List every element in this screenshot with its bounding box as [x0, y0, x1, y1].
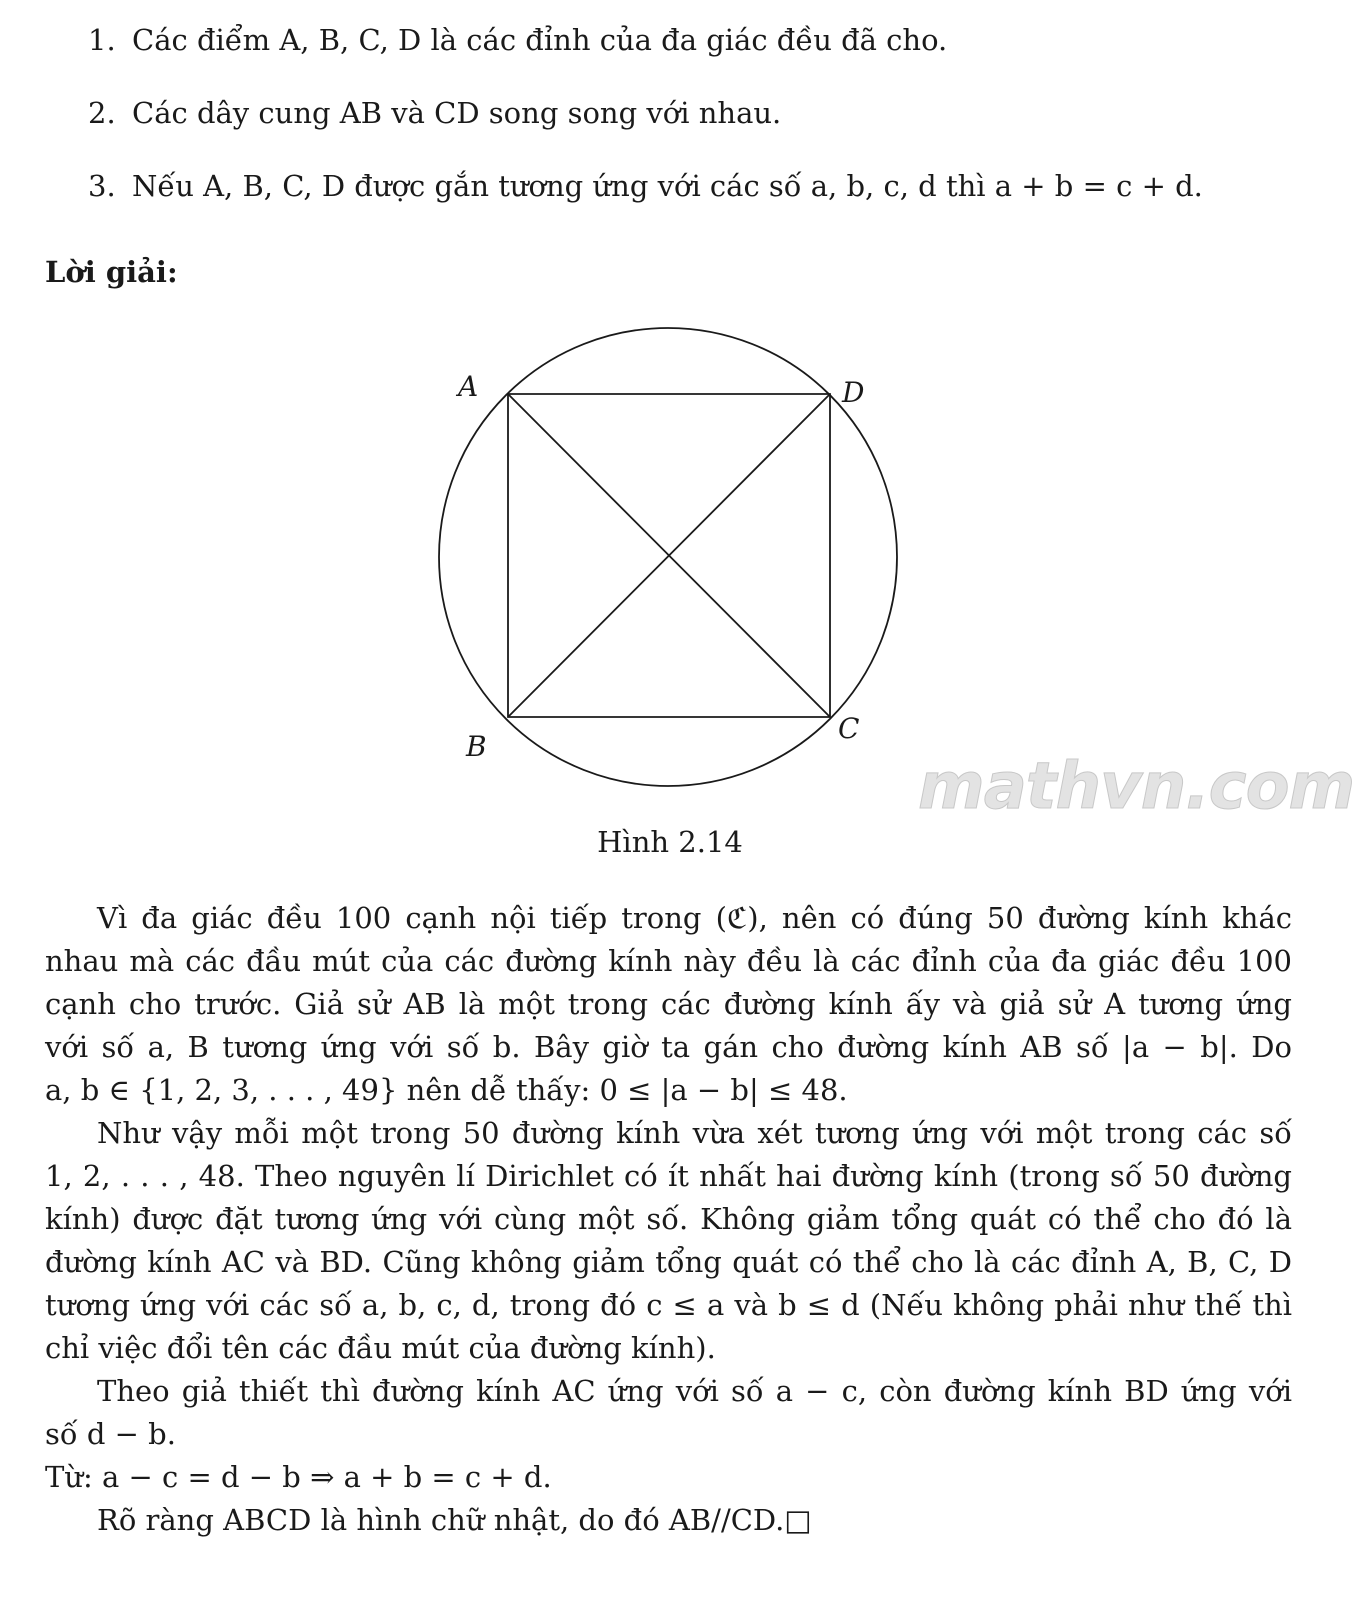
condition-number: 1. — [88, 23, 116, 57]
vertex-label-a: A — [458, 370, 479, 403]
condition-item-2 — [88, 93, 781, 133]
vertex-label-c: C — [838, 712, 860, 745]
paragraph-1 — [45, 897, 1292, 1112]
text-line: Như vậy mỗi một trong 50 đường kính vừa xét tương ứng với một trong các số — [97, 1116, 1292, 1150]
condition-item-1 — [88, 20, 947, 60]
solution-body — [45, 897, 1292, 1542]
condition-text: Các điểm A, B, C, D là các đỉnh của đa giác đều đã cho. — [132, 23, 948, 57]
text-line: tương ứng với các số a, b, c, d, trong đó c ≤ a và b ≤ d (Nếu không phải như thế thì — [45, 1288, 1292, 1322]
text-line: chỉ việc đổi tên các đầu mút của đường kính). — [45, 1331, 716, 1365]
paragraph-3 — [45, 1370, 1292, 1456]
watermark: mathvn.com — [918, 750, 1355, 824]
text-line: Rõ ràng ABCD là hình chữ nhật, do đó AB//CD.□ — [97, 1503, 812, 1537]
paragraph-5 — [45, 1499, 1292, 1542]
paragraph-4 — [45, 1456, 1292, 1499]
vertex-label-b: B — [466, 730, 487, 763]
vertex-label-d: D — [842, 376, 865, 409]
text-line: cạnh cho trước. Giả sử AB là một trong các đường kính ấy và giả sử A tương ứng — [45, 987, 1292, 1021]
text-line: với số a, B tương ứng với số b. Bây giờ ta gán cho đường kính AB số |a − b|. Do — [45, 1030, 1292, 1064]
condition-number: 3. — [88, 169, 116, 203]
figure-circle-square — [420, 320, 940, 800]
condition-number: 2. — [88, 96, 116, 130]
text-line: đường kính AC và BD. Cũng không giảm tổng quát có thể cho là các đỉnh A, B, C, D — [45, 1245, 1292, 1279]
figure-caption: Hình 2.14 — [597, 825, 743, 859]
text-line: Theo giả thiết thì đường kính AC ứng với số a − c, còn đường kính BD ứng với — [97, 1374, 1292, 1408]
text-line: kính) được đặt tương ứng với cùng một số. Không giảm tổng quát có thể cho đó là — [45, 1202, 1292, 1236]
condition-text: Nếu A, B, C, D được gắn tương ứng với các số a, b, c, d thì a + b = c + d. — [132, 169, 1203, 203]
condition-item-3 — [88, 166, 1203, 206]
text-line: 1, 2, . . . , 48. Theo nguyên lí Dirichlet có ít nhất hai đường kính (trong số 50 đường — [45, 1159, 1292, 1193]
text-line: Vì đa giác đều 100 cạnh nội tiếp trong (ℭ), nên có đúng 50 đường kính khác — [97, 901, 1292, 935]
solution-heading: Lời giải: — [45, 255, 178, 289]
text-line: Từ: a − c = d − b ⇒ a + b = c + d. — [45, 1460, 552, 1494]
paragraph-2 — [45, 1112, 1292, 1370]
text-line: nhau mà các đầu mút của các đường kính này đều là các đỉnh của đa giác đều 100 — [45, 944, 1292, 978]
condition-text: Các dây cung AB và CD song song với nhau. — [132, 96, 782, 130]
text-line: số d − b. — [45, 1417, 176, 1451]
text-line: a, b ∈ {1, 2, 3, . . . , 49} nên dễ thấy: 0 ≤ |a − b| ≤ 48. — [45, 1073, 848, 1107]
